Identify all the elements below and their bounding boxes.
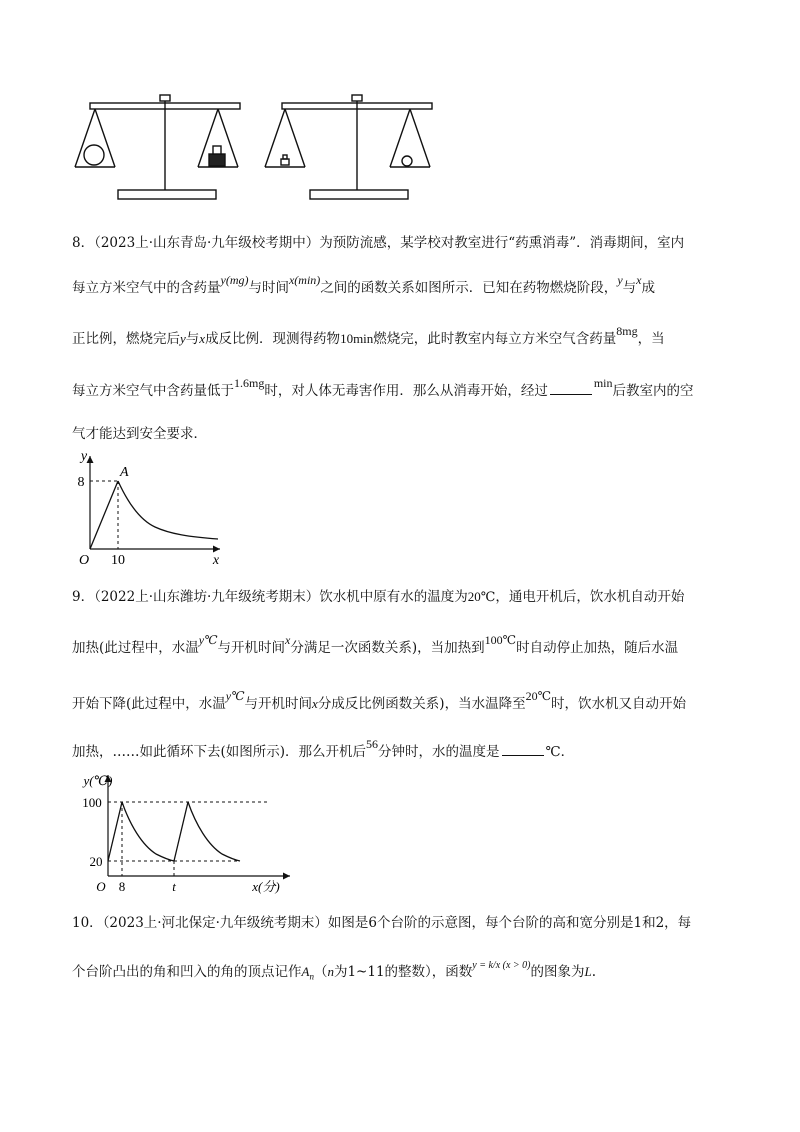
q8-line-2: 每立方米空气中的含药量y(mg)与时间x(min)之间的函数关系如图所示．已知在药物燃烧阶段，y与x成: [72, 273, 655, 296]
q9-y-tick-20: 20: [89, 854, 103, 869]
q8-decay-curve: [118, 481, 218, 539]
q8-line-4: 每立方米空气中含药量低于1.6mg时，对人体无毒害作用．那么从消毒开始，经过 min后教室内的空: [72, 376, 694, 399]
q8-number: 8．: [72, 235, 95, 251]
q10-line-2: 个台阶凸出的角和凹入的角的顶点记作$A_n(n$为1~11的整数），函数$^{y = k/x (x > 0)}$的图象为L.: [72, 960, 597, 982]
q9-rise-2: [174, 802, 188, 861]
left-scale: [75, 95, 240, 199]
q8-x-tick: 10: [111, 553, 125, 568]
q9-x-tick-8: 8: [118, 879, 126, 894]
q8-rise-segment: [90, 481, 118, 549]
q9-y-label: y(℃): [83, 773, 113, 788]
q9-line-1: 9．（2022上·山东潍坊·九年级统考期末）饮水机中原有水的温度为20℃，通电开机后，饮水机自动开始: [72, 589, 685, 605]
q9-line-4: 加热，……如此循环下去(如图所示)．那么开机后56分钟时，水的温度是 ℃．: [72, 737, 575, 760]
q8-line-1: 8．（2023上·山东青岛·九年级校考期中）为预防流感，某学校对教室进行“药熏消毒”．消毒期间，室内: [72, 235, 685, 251]
q9-line-2: 加热(此过程中，水温y℃与开机时间x分满足一次函数关系)，当加热到100℃时自动停止加热，随后水温: [72, 633, 679, 656]
q8-line-3: 正比例，燃烧完后y与x成反比例．现测得药物10min燃烧完，此时教室内每立方米空气含药量8mg，当: [72, 324, 665, 347]
q8-y-tick: 8: [77, 475, 85, 490]
q8-graph: [70, 448, 230, 568]
q8-x-label: x: [212, 553, 220, 568]
q9-rise-1: [108, 802, 122, 861]
q9-line-3: 开始下降(此过程中，水温y℃与开机时间x分成反比例函数关系)，当水温降至20℃时，饮水机又自动开始: [72, 689, 687, 712]
q9-decay-2: [188, 802, 240, 861]
q9-x-tick-t: t: [172, 879, 176, 894]
q8-source: （2023上·山东青岛·九年级校考期中）: [94, 235, 320, 251]
q9-source: （2022上·山东潍坊·九年级统考期末）: [94, 589, 320, 605]
q9-origin-label: O: [96, 879, 106, 894]
q9-x-label: x(分): [252, 879, 280, 894]
q9-answer-blank: [502, 741, 544, 756]
q9-y-tick-100: 100: [82, 795, 102, 810]
q10-line-1: 10．（2023上·河北保定·九年级统考期末）如图是6个台阶的示意图，每个台阶的高和宽分别是1和2，每: [72, 915, 692, 931]
q8-y-label: y: [80, 449, 88, 464]
q9-decay-1: [122, 802, 174, 861]
q10-source: （2023上·河北保定·九年级统考期末）: [102, 915, 328, 931]
right-scale: [265, 95, 432, 199]
q9-graph: [70, 765, 300, 895]
q8-peak-label: A: [120, 465, 129, 480]
q8-origin-label: O: [78, 553, 90, 568]
balance-scales-figure: [70, 92, 450, 202]
q8-answer-blank: [550, 380, 592, 395]
q10-number: 10．: [72, 915, 103, 931]
q9-number: 9．: [72, 589, 95, 605]
q8-line-5: 气才能达到安全要求．: [72, 426, 207, 442]
